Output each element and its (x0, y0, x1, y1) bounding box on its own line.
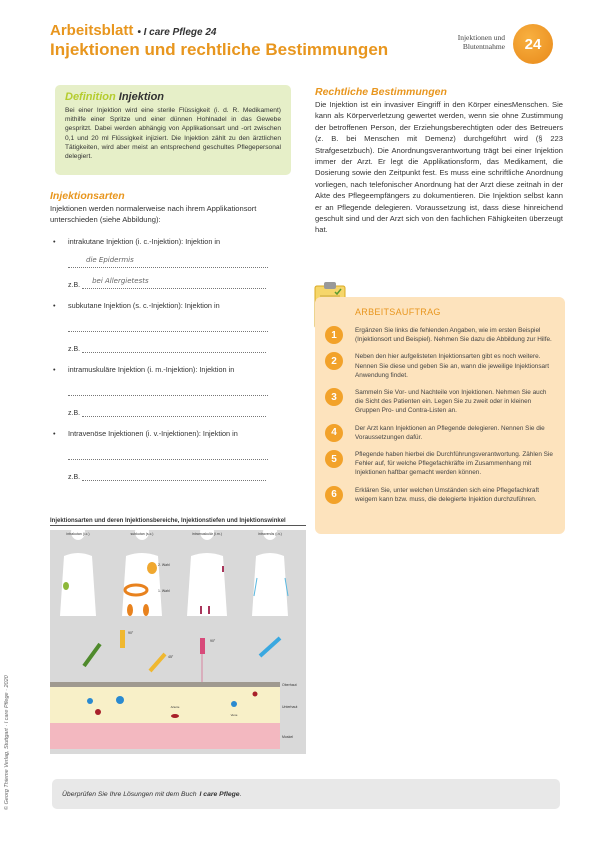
injection-type-label: intramuskuläre Injektion (i. m.-Injektion): Injektion in (68, 365, 235, 374)
label-choice2: 2. Wahl (158, 563, 170, 567)
injection-type-label: subkutane Injektion (s. c.-Injektion): Injektion in (68, 301, 220, 310)
task-item (315, 486, 555, 504)
task-box: ARBEITSAUFTRAG 1 Ergänzen Sie links die fehlenden Angaben, wie im ersten Beispiel (Injektionsort und Beispiel). Nehmen Sie dazu die Abbildung zur Hilfe. 2 Neben den hier aufgelisteten Injektionsarten gibt es noch weitere. Nennen Sie diese und geben Sie an, wann die jeweilige Injektionsart Anwendung findet. 3 Sammeln Sie Vor- und Nachteile von Injektionen. Nehmen Sie auch die Sicht des Patienten ein. Legen Sie zu zweit oder in kleinen Gruppen Pro- und Contra-Listen an. 4 Der Arzt kann Injektionen an Pflegende delegieren. Nennen Sie die Voraussetzungen dafür. 5 Pflegende haben hierbei die Durchführungsverantwortung. Zählen Sie Fehler auf, für welche Pflegefachkräfte im Zusammenhang mit Injektionen haftbar gemacht werden können. 6 Erklären Sie, unter welchen Umständen sich eine Pflegefachkraft weigern kann bzw. muss, die delegierte Injektion durchzuführen. (315, 297, 565, 534)
example-field[interactable]: bei Allergietests (82, 277, 266, 289)
label-layer-muscle: Muskel (282, 735, 294, 739)
bullet: • (53, 365, 56, 374)
label-intravenoes: intravenös (i.v.) (258, 532, 282, 536)
label-choice1: 1. Wahl (158, 589, 170, 593)
label-subkutan: subkutan (s.c.) (130, 532, 154, 536)
task-text: Pflegende haben hierbei die Durchführungsverantwortung. Zählen Sie Fehler auf, für welche Pflegefachkräfte im Zusammenhang mit Injektionen haftbar gemacht werden können. (355, 451, 553, 477)
example-field[interactable] (82, 405, 266, 417)
bullet: • (53, 301, 56, 310)
bullet: • (53, 429, 56, 438)
label-intrakutan: intrakutan (i.c.) (66, 532, 90, 536)
copyright-note: © Georg Thieme Verlag, Stuttgart · I care Pflege · 2020 (4, 675, 10, 810)
page-title: Injektionen und rechtliche Bestimmungen (50, 40, 389, 59)
injection-type-label: intrakutane Injektion (i. c.-Injektion): Injektion in (68, 237, 221, 246)
task-text: Sammeln Sie Vor- und Nachteile von Injektionen. Nehmen Sie auch die Sicht des Patienten ein. Legen Sie zu zweit oder in kleinen Gruppen Pro- und Contra-Listen an. (355, 389, 547, 415)
worksheet-label: Arbeitsblatt • I care Pflege 24 (50, 22, 217, 39)
task-number: 1 (325, 326, 343, 344)
answer-field[interactable]: die Epidermis (68, 256, 268, 268)
task-text: Ergänzen Sie links die fehlenden Angaben, wie im ersten Beispiel (Injektionsort und Beispiel). Nehmen Sie dazu die Abbildung zur Hilfe. (355, 327, 552, 344)
example-field[interactable] (82, 469, 266, 481)
footer-note: Überprüfen Sie Ihre Lösungen mit dem Buch I care Pflege . (52, 779, 560, 809)
answer-field[interactable] (68, 384, 268, 396)
label-angle-a: 90° (128, 631, 134, 635)
task-text: Neben den hier aufgelisteten Injektionsarten gibt es noch weitere. Nennen Sie diese und geben Sie an, wann die jeweilige Injektionsart Anwendung findet. (355, 353, 549, 379)
chapter-number-badge: 24 (513, 24, 553, 64)
label-layer-epidermis: Oberhaut (282, 683, 297, 687)
label-angle-c: 90° (210, 639, 216, 643)
task-item (315, 450, 555, 478)
example-label: z.B. (68, 282, 81, 289)
injection-type-item (50, 365, 300, 417)
label-vein: Vene (230, 713, 238, 717)
chapter-title: Injektionen und Blutentnahme (457, 33, 505, 51)
answer-field[interactable] (68, 320, 268, 332)
injection-illustration (50, 526, 306, 756)
task-text: Erklären Sie, unter welchen Umständen sich eine Pflegefachkraft weigern kann bzw. muss, die delegierte Injektion durchzuführen. (355, 486, 540, 503)
definition-box: Definition Injektion Bei einer Injektion wird eine sterile Flüssigkeit (i. d. R. Medikament) mithilfe einer Spritze und einer dünnen Hohlnadel in das Gewebe gespritzt. Dabei werden abhängig von Applikationsart und -ort zwischen 0,1 und 20 ml Flüssigkeit injiziert. Die Injektion zählt zu den ärztlichen Tätigkeiten, wird aber meist an entsprechend geschultes Pflegepersonal delegiert. (55, 85, 291, 175)
task-item (315, 326, 555, 344)
legal-section: Rechtliche Bestimmungen Die Injektion ist ein invasiver Eingriff in den Körper einesMenschen. Sie kann als Körperverletzung gewertet werden, wenn sie ohne Zustimmung der betroffenen Person, der Erziehungsberechtigten oder des Betreuers (z. B. bei Menschen mit Demenz) durchgeführt wird (§ 223 Strafgesetzbuch). Die Anordnungsverantwortung trägt bei einer Injektion immer der Arzt. Er legt die Applikationsform, das Medikament, die Dosierung sowie den Zeitpunkt fest. Es muss eine schriftliche Anordnung vorliegen, nach telefonischer Anordnung hat der Arzt diese zeitnah in der Akte des Pflegeempfängers zu dokumentieren. Die Injektion selbst kann er an Pflegende delegieren. Voraussetzung ist, dass diese hinreichend geschult sind und der Arzt sich von den fachlichen Fähigkeiten überzeugt hat. (315, 86, 563, 235)
example-label: z.B. (68, 346, 81, 353)
label-artery: Arterie (170, 705, 180, 709)
task-text: Der Arzt kann Injektionen an Pflegende delegieren. Nennen Sie die Voraussetzungen dafür. (355, 424, 545, 441)
injection-type-item (50, 301, 300, 353)
injection-figure: Injektionsarten und deren Injektionsbereiche, Injektionstiefen und Injektionswinkel intrakutan (i.c.) subkutan (s.c.) intramuskulär (i.m.) intravenös (i.v.) 2. Wahl 1. Wahl 90° 45° 90° Arterie Vene Oberhaut Unterhaut Muskel (50, 518, 306, 761)
task-item (315, 388, 555, 416)
example-field[interactable] (82, 341, 266, 353)
task-number: 5 (325, 450, 343, 468)
example-label: z.B. (68, 474, 81, 481)
task-item (315, 424, 555, 442)
injection-types-section: Injektionsarten Injektionen werden normalerweise nach ihrem Applikationsort unterschieden (siehe Abbildung): • intrakutane Injektion (i. c.-Injektion): Injektion in die Epidermis z.B. bei Allergietests • subkutane Injektion (s. c.-Injektion): Injektion in z.B. • intramuskuläre Injektion (i. m.-Injektion): Injektion in z.B. • Intravenöse Injektionen (i. v.-Injektionen): Injektion in z.B. (50, 190, 300, 481)
task-number: 3 (325, 388, 343, 406)
task-number: 4 (325, 424, 343, 442)
example-label: z.B. (68, 410, 81, 417)
task-number: 6 (325, 486, 343, 504)
injection-type-item (50, 237, 300, 289)
task-number: 2 (325, 352, 343, 370)
label-layer-subcutis: Unterhaut (282, 705, 298, 709)
bullet: • (53, 237, 56, 246)
answer-field[interactable] (68, 448, 268, 460)
injection-type-label: Intravenöse Injektionen (i. v.-Injektionen): Injektion in (68, 429, 238, 438)
label-intramuskulaer: intramuskulär (i.m.) (192, 532, 222, 536)
label-angle-b: 45° (168, 655, 174, 659)
task-item (315, 352, 555, 380)
injection-type-item (50, 429, 300, 481)
